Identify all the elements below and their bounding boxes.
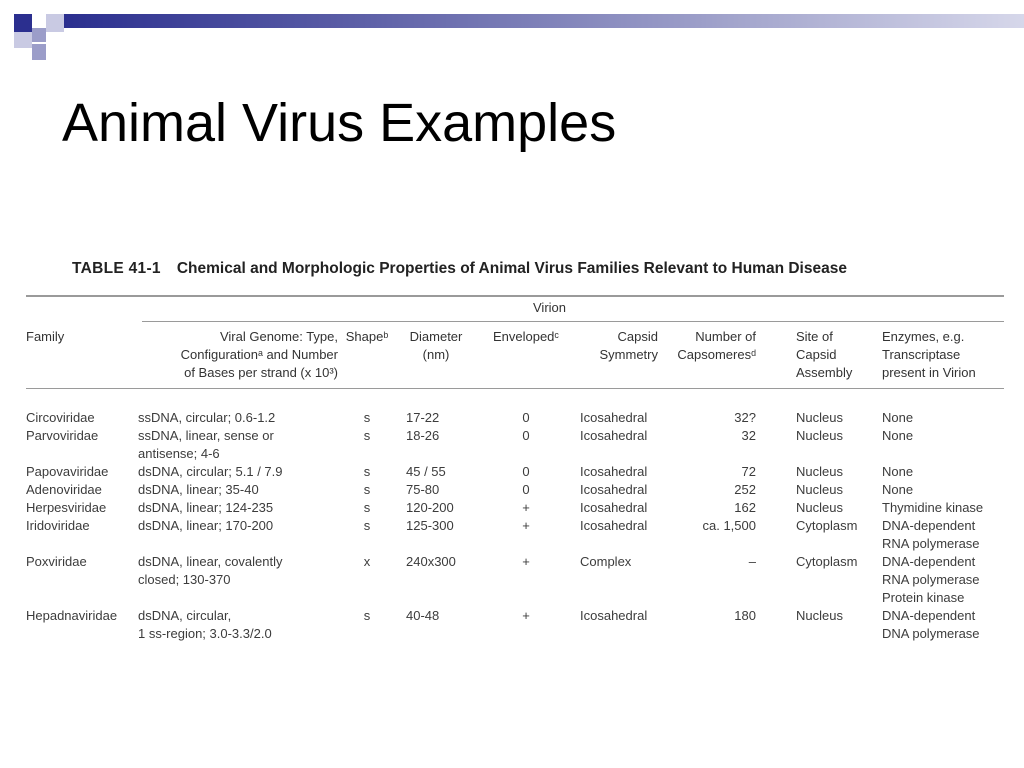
cell-genome — [138, 481, 338, 499]
cell-line: Complex — [580, 554, 632, 569]
cell-line: None — [882, 464, 914, 479]
cell-diameter — [406, 409, 466, 427]
cell-line: 40-48 — [406, 608, 440, 623]
cell-site — [796, 607, 876, 625]
cell-line: 0 — [522, 428, 530, 443]
cell-line: None — [882, 410, 914, 425]
cell-line: ssDNA, linear, sense or — [138, 428, 274, 443]
cell-genome — [138, 427, 338, 463]
cell-line: 120-200 — [406, 500, 454, 515]
cell-line: 32 — [741, 428, 756, 443]
cell-line: dsDNA, linear, covalently — [138, 554, 283, 569]
column-header-line: Number of — [695, 329, 756, 344]
cell-shape — [344, 499, 390, 517]
cell-line: Nucleus — [796, 482, 843, 497]
cell-enveloped — [486, 481, 566, 499]
column-header-capsomeres — [674, 328, 756, 364]
cell-capsid — [580, 409, 658, 427]
cell-line: RNA polymerase — [882, 572, 980, 587]
cell-family — [26, 499, 136, 517]
cell-diameter — [406, 481, 466, 499]
cell-line: s — [363, 500, 371, 515]
cell-capsomeres — [674, 427, 756, 445]
table-caption-number: TABLE 41-1 — [72, 260, 161, 277]
decoration-square — [46, 14, 64, 32]
column-header-line: of Bases per strand (x 10³) — [184, 365, 338, 380]
cell-line: 72 — [741, 464, 756, 479]
cell-enzymes — [882, 463, 1006, 481]
cell-capsomeres — [674, 499, 756, 517]
cell-diameter — [406, 427, 466, 445]
column-header-diameter — [406, 328, 466, 364]
column-header-line: Transcriptase — [882, 347, 961, 362]
cell-enveloped — [486, 607, 566, 625]
cell-shape — [344, 553, 390, 571]
cell-line: s — [363, 464, 371, 479]
cell-line: Adenoviridae — [26, 482, 102, 497]
decoration-square — [14, 14, 32, 32]
cell-genome — [138, 463, 338, 481]
column-header-line: Capsid — [796, 347, 837, 362]
cell-line: Icosahedral — [580, 518, 648, 533]
column-header-line: Enzymes, e.g. — [882, 329, 965, 344]
header-decoration-bar — [64, 14, 1024, 28]
cell-line: 0 — [522, 464, 530, 479]
column-header-genome — [138, 328, 338, 382]
cell-line: ssDNA, circular; 0.6-1.2 — [138, 410, 276, 425]
column-header-capsid — [580, 328, 658, 364]
cell-line: 125-300 — [406, 518, 454, 533]
column-header-line: Symmetry — [599, 347, 658, 362]
table-caption-text: Chemical and Morphologic Properties of Animal Virus Families Relevant to Human Disease — [176, 260, 847, 277]
cell-line: 240x300 — [406, 554, 456, 569]
cell-enzymes — [882, 499, 1006, 517]
virus-properties-table — [26, 252, 1006, 652]
cell-line: dsDNA, circular; 5.1 / 7.9 — [138, 464, 283, 479]
cell-site — [796, 517, 876, 535]
cell-enveloped — [486, 463, 566, 481]
cell-line: Icosahedral — [580, 500, 648, 515]
cell-genome — [138, 517, 338, 535]
cell-line: + — [522, 608, 530, 623]
cell-family — [26, 481, 136, 499]
cell-line: Papovaviridae — [26, 464, 109, 479]
cell-line: Icosahedral — [580, 428, 648, 443]
decoration-square — [32, 44, 46, 60]
cell-line: 252 — [734, 482, 756, 497]
cell-shape — [344, 409, 390, 427]
cell-line: dsDNA, linear; 124-235 — [138, 500, 274, 515]
slide-title: Animal Virus Examples — [62, 93, 617, 153]
cell-diameter — [406, 607, 466, 625]
column-header-line: Capsomeresᵈ — [677, 347, 756, 362]
column-header-line: Configurationᵃ and Number — [180, 347, 338, 362]
cell-line: Protein kinase — [882, 590, 965, 605]
cell-line: + — [522, 500, 530, 515]
cell-line: Icosahedral — [580, 482, 648, 497]
column-header-enveloped — [486, 328, 566, 346]
cell-enveloped — [486, 517, 566, 535]
cell-diameter — [406, 463, 466, 481]
cell-enzymes — [882, 607, 1006, 643]
cell-enveloped — [486, 553, 566, 571]
cell-line: Iridoviridae — [26, 518, 90, 533]
cell-family — [26, 463, 136, 481]
cell-line: DNA polymerase — [882, 626, 980, 641]
cell-line: s — [363, 518, 371, 533]
cell-enveloped — [486, 409, 566, 427]
column-header-line: Assembly — [796, 365, 853, 380]
cell-capsid — [580, 517, 658, 535]
cell-line: 162 — [734, 500, 756, 515]
cell-family — [26, 427, 136, 445]
cell-line: dsDNA, linear; 170-200 — [138, 518, 274, 533]
cell-genome — [138, 409, 338, 427]
cell-line: 0 — [522, 410, 530, 425]
table-caption — [72, 260, 847, 278]
cell-line: 45 / 55 — [406, 464, 446, 479]
column-header-line: (nm) — [422, 347, 450, 362]
decoration-square — [32, 28, 46, 42]
cell-enzymes — [882, 481, 1006, 499]
cell-line: Icosahedral — [580, 608, 648, 623]
cell-line: s — [363, 482, 371, 497]
column-header-line: Viral Genome: Type, — [219, 329, 338, 344]
table-top-rule — [26, 295, 1004, 297]
cell-line: 17-22 — [406, 410, 440, 425]
cell-capsomeres — [674, 463, 756, 481]
cell-enzymes — [882, 409, 1006, 427]
cell-line: DNA-dependent — [882, 608, 976, 623]
cell-family — [26, 409, 136, 427]
cell-genome — [138, 607, 338, 643]
cell-enzymes — [882, 427, 1006, 445]
cell-line: Thymidine kinase — [882, 500, 984, 515]
cell-line: s — [363, 410, 371, 425]
cell-line: dsDNA, circular, — [138, 608, 232, 623]
cell-site — [796, 553, 876, 571]
cell-line: 180 — [734, 608, 756, 623]
cell-capsomeres — [674, 481, 756, 499]
cell-capsomeres — [674, 409, 756, 427]
cell-capsomeres — [674, 553, 756, 571]
cell-shape — [344, 427, 390, 445]
cell-shape — [344, 481, 390, 499]
column-header-enzymes — [882, 328, 1006, 382]
cell-enveloped — [486, 427, 566, 445]
cell-capsid — [580, 607, 658, 625]
cell-capsid — [580, 499, 658, 517]
cell-enzymes — [882, 517, 1006, 553]
cell-capsomeres — [674, 607, 756, 625]
cell-line: None — [882, 482, 914, 497]
column-header-shape — [344, 328, 390, 346]
cell-line: 75-80 — [406, 482, 440, 497]
cell-line: Hepadnaviridae — [26, 608, 118, 623]
decoration-square — [14, 32, 32, 48]
cell-line: Icosahedral — [580, 410, 648, 425]
cell-line: x — [363, 554, 371, 569]
column-header-line: Shapeᵇ — [345, 329, 389, 344]
cell-line: s — [363, 608, 371, 623]
cell-site — [796, 427, 876, 445]
cell-line: Cytoplasm — [796, 554, 858, 569]
virion-rule — [142, 321, 1004, 322]
cell-line: Herpesviridae — [26, 500, 107, 515]
cell-capsid — [580, 463, 658, 481]
cell-shape — [344, 517, 390, 535]
cell-genome — [138, 553, 338, 589]
cell-line: closed; 130-370 — [138, 572, 231, 587]
cell-family — [26, 553, 136, 571]
cell-enveloped — [486, 499, 566, 517]
cell-genome — [138, 499, 338, 517]
cell-family — [26, 607, 136, 625]
cell-line: 0 — [522, 482, 530, 497]
cell-line: Circoviridae — [26, 410, 95, 425]
column-header-line: Family — [26, 329, 65, 344]
cell-line: + — [522, 518, 530, 533]
cell-shape — [344, 463, 390, 481]
cell-line: antisense; 4-6 — [138, 446, 220, 461]
cell-line: RNA polymerase — [882, 536, 980, 551]
cell-line: ca. 1,500 — [702, 518, 756, 533]
virion-group-header: Virion — [533, 300, 567, 315]
cell-line: Nucleus — [796, 608, 843, 623]
cell-line: Parvoviridae — [26, 428, 99, 443]
header-bottom-rule — [26, 388, 1004, 389]
cell-diameter — [406, 553, 466, 571]
cell-line: + — [522, 554, 530, 569]
cell-capsomeres — [674, 517, 756, 535]
cell-line: 18-26 — [406, 428, 440, 443]
cell-line: Cytoplasm — [796, 518, 858, 533]
cell-line: None — [882, 428, 914, 443]
column-header-family — [26, 328, 136, 346]
cell-line: Nucleus — [796, 410, 843, 425]
cell-line: Poxviridae — [26, 554, 87, 569]
cell-capsid — [580, 427, 658, 445]
cell-line: – — [748, 554, 756, 569]
cell-line: Nucleus — [796, 500, 843, 515]
column-header-line: present in Virion — [882, 365, 976, 380]
cell-site — [796, 463, 876, 481]
column-header-line: Diameter — [409, 329, 463, 344]
cell-line: Nucleus — [796, 428, 843, 443]
cell-line: DNA-dependent — [882, 554, 976, 569]
column-header-line: Site of — [796, 329, 833, 344]
cell-diameter — [406, 517, 466, 535]
cell-line: dsDNA, linear; 35-40 — [138, 482, 259, 497]
cell-diameter — [406, 499, 466, 517]
cell-shape — [344, 607, 390, 625]
column-header-line: Envelopedᶜ — [492, 329, 560, 344]
cell-line: 32? — [734, 410, 756, 425]
cell-family — [26, 517, 136, 535]
cell-capsid — [580, 481, 658, 499]
cell-line: DNA-dependent — [882, 518, 976, 533]
cell-line: 1 ss-region; 3.0-3.3/2.0 — [138, 626, 272, 641]
cell-site — [796, 499, 876, 517]
cell-line: s — [363, 428, 371, 443]
cell-site — [796, 409, 876, 427]
column-header-line: Capsid — [617, 329, 658, 344]
cell-capsid — [580, 553, 658, 571]
cell-line: Icosahedral — [580, 464, 648, 479]
cell-site — [796, 481, 876, 499]
column-header-site — [796, 328, 876, 382]
cell-line: Nucleus — [796, 464, 843, 479]
cell-enzymes — [882, 553, 1006, 607]
